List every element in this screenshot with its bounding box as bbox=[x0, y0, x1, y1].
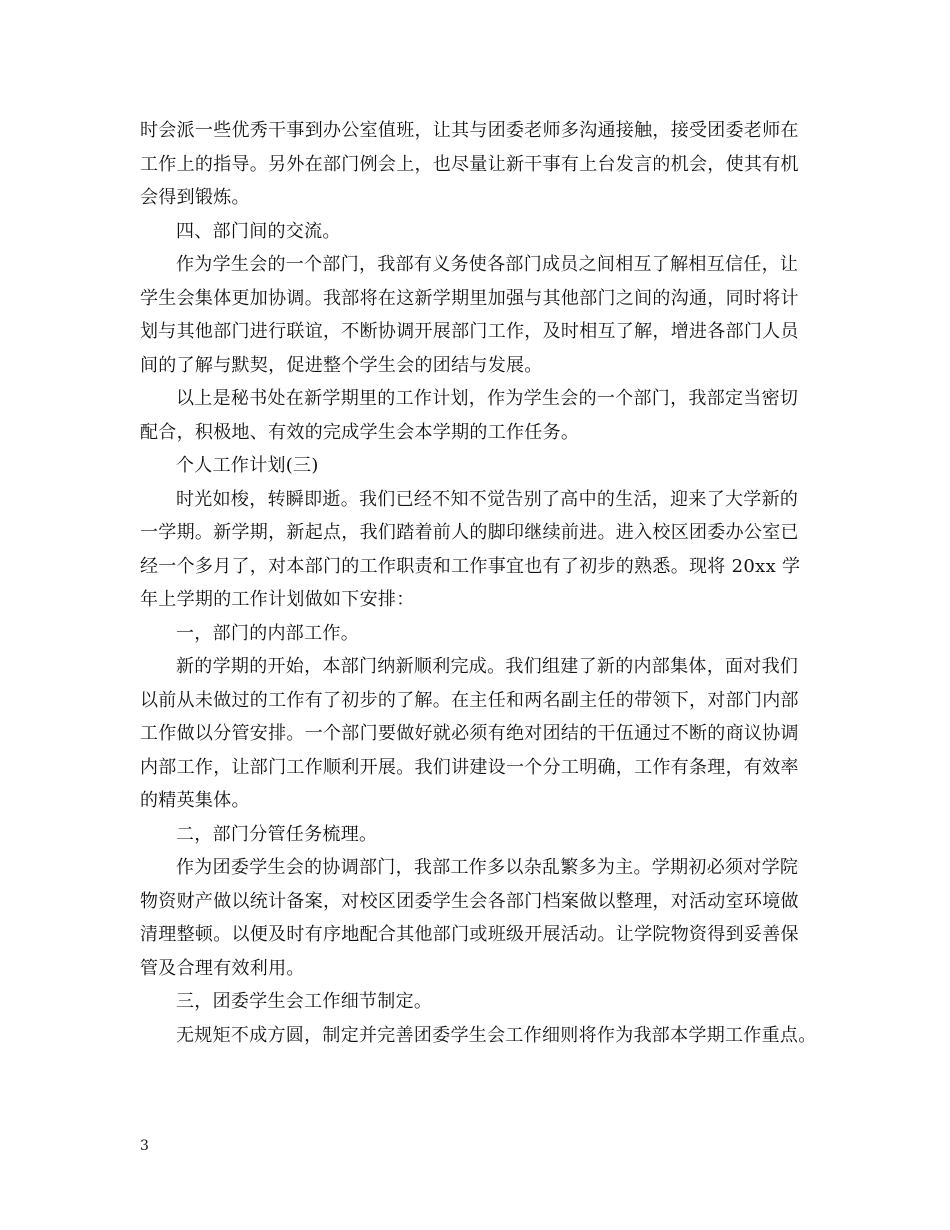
text-line: 清理整顿。以便及时有序地配合其他部门或班级开展活动。让学院物资得到妥善保 bbox=[140, 924, 799, 945]
text-line: 四、部门间的交流。 bbox=[176, 220, 341, 242]
text-line: 作为学生会的一个部门，我部有义务使各部门成员之间相互了解相互信任，让 bbox=[176, 254, 799, 275]
text-line: 作为团委学生会的协调部门，我部工作多以杂乱繁多为主。学期初必须对学院 bbox=[176, 857, 799, 878]
text-line: 以上是秘书处在新学期里的工作计划，作为学生会的一个部门，我部定当密切 bbox=[176, 388, 799, 409]
text-line: 会得到锻炼。 bbox=[140, 187, 250, 208]
text-line: 以前从未做过的工作有了初步的了解。在主任和两名副主任的带领下，对部门内部 bbox=[140, 689, 799, 711]
text-line: 经一个多月了，对本部门的工作职责和工作事宜也有了初步的熟悉。现将 20xx 学 bbox=[140, 555, 801, 577]
text-line: 三，团委学生会工作细节制定。 bbox=[176, 991, 433, 1012]
page-number: 3 bbox=[140, 1138, 149, 1154]
text-line: 工作上的指导。另外在部门例会上，也尽量让新干事有上台发言的机会，使其有机 bbox=[140, 153, 799, 175]
text-line: 一学期。新学期，新起点，我们踏着前人的脚印继续前进。进入校区团委办公室已 bbox=[140, 522, 799, 543]
text-line: 学生会集体更加协调。我部将在这新学期里加强与其他部门之间的沟通，同时将计 bbox=[140, 287, 799, 309]
text-line: 时光如梭，转瞬即逝。我们已经不知不觉告别了高中的生活，迎来了大学新的 bbox=[176, 488, 799, 510]
text-line: 物资财产做以统计备案，对校区团委学生会各部门档案做以整理，对活动室环境做 bbox=[140, 890, 799, 912]
text-line: 的精英集体。 bbox=[140, 790, 250, 811]
document-body bbox=[140, 114, 830, 1052]
text-line: 间的了解与默契，促进整个学生会的团结与发展。 bbox=[140, 354, 543, 376]
text-line: 年上学期的工作计划做如下安排： bbox=[140, 589, 415, 610]
text-line: 新的学期的开始，本部门纳新顺利完成。我们组建了新的内部集体，面对我们 bbox=[176, 656, 799, 677]
text-line: 管及合理有效利用。 bbox=[140, 957, 305, 979]
text-line: 配合，积极地、有效的完成学生会本学期的工作任务。 bbox=[140, 421, 580, 443]
text-line: 内部工作，让部门工作顺利开展。我们讲建设一个分工明确，工作有条理，有效率 bbox=[140, 756, 799, 778]
text-line: 无规矩不成方圆，制定并完善团委学生会工作细则将作为我部本学期工作重点。 bbox=[176, 1024, 817, 1046]
text-line: 工作做以分管安排。一个部门要做好就必须有绝对团结的干伍通过不断的商议协调 bbox=[140, 723, 799, 744]
text-line: 一，部门的内部工作。 bbox=[176, 622, 359, 644]
text-line: 时会派一些优秀干事到办公室值班，让其与团委老师多沟通接触，接受团委老师在 bbox=[140, 120, 799, 141]
text-line: 划与其他部门进行联谊，不断协调开展部门工作，及时相互了解，增进各部门人员 bbox=[140, 321, 799, 342]
text-line: 二，部门分管任务梳理。 bbox=[176, 823, 378, 845]
text-line: 个人工作计划(三) bbox=[176, 455, 319, 476]
